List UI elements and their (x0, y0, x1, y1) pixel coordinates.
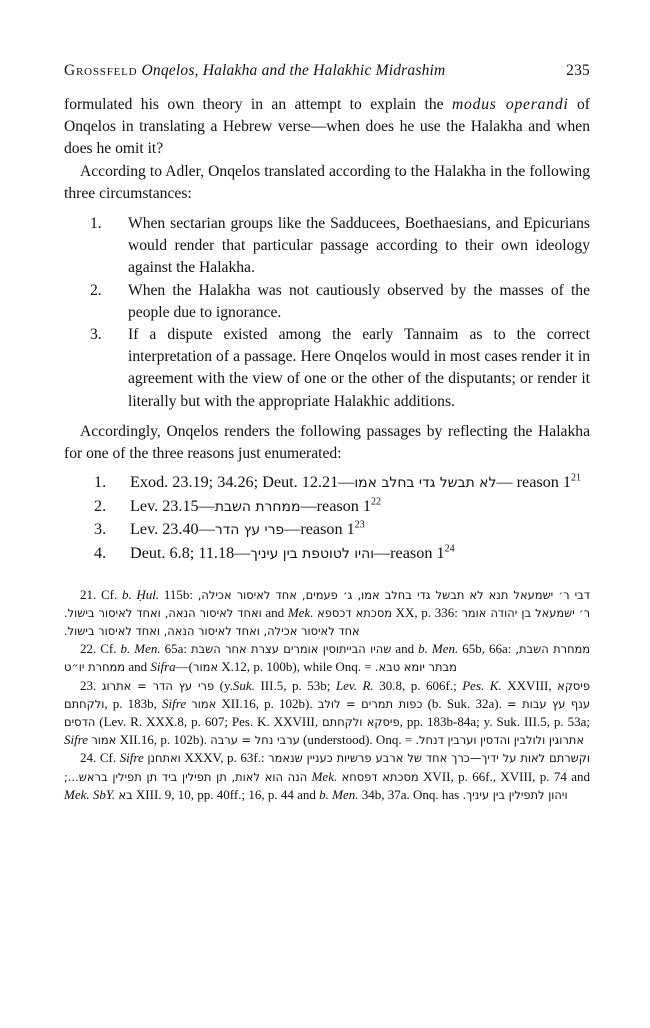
fn-source: b. Men. (120, 641, 161, 657)
fn-source: Lev. R. (335, 677, 374, 693)
fn-hebrew: וקשרתם לאות על ידיך—כרך אחד של ארבע פרשיות כעניין שנאמר הנה הוא לאות, תן תפילין ביד תן תפילין בראש...; (64, 751, 591, 784)
item-text: If a dispute existed among the early Tannaim as to the correct interpretation of a passage. Here Onqelos would in most cases render it in agreement with the view of one or the other of the disputants; or render it literally but with the appropriate Halakhic additions. (128, 326, 590, 410)
passage-reason: — reason 1 (496, 473, 572, 492)
passage-reason: —reason 1 (373, 544, 445, 563)
list-item (64, 213, 590, 280)
fn-hebrew: ואתחנן (147, 751, 181, 766)
running-header (64, 62, 590, 80)
passage-ref: Lev. 23.15— (130, 496, 215, 515)
item-number: 2. (90, 281, 102, 299)
fn-text: 24. Cf. (80, 750, 117, 766)
fn-hebrew: שהיו הבייתוסין אומרים עצרת אחר השבת (190, 642, 392, 657)
fn-text: (y. (219, 677, 233, 693)
fn-hebrew: ממחרת השבת, ממחרת יו״ט (64, 642, 591, 675)
item-number: 3. (90, 326, 102, 344)
fn-text: XVII, p. 66f., XVIII, p. 74 and (423, 768, 591, 784)
fn-hebrew: פרי עץ הדר = אתרוג (101, 678, 215, 693)
page-number: 235 (566, 62, 590, 79)
fn-text: and (265, 604, 285, 620)
passage-hebrew: פרי עץ הדר (214, 522, 285, 539)
list-item (64, 280, 590, 324)
fn-text: XII.16, p. 102b). (221, 695, 313, 711)
fn-hebrew: דבי ר׳ ישמעאל תנא לא תבשל גדי בחלב אמו, ג׳ פעמים, אחד לאיסור אכילה, ואחד לאיסור הנאה, ואחד לאיסור בישול. (64, 587, 591, 620)
body-text (64, 94, 590, 566)
fn-text: XX, p. 336: (395, 604, 458, 620)
fn-source: b. Ḥul. (121, 586, 160, 602)
fn-source: Mek. SbY. (64, 786, 116, 802)
fn-text: 115b: (163, 586, 194, 602)
fn-source: b. Men. (319, 786, 359, 802)
footnote-ref: 21 (571, 472, 582, 484)
item-number: 4. (94, 544, 107, 563)
circumstances-list (64, 213, 590, 413)
passage-reason: —reason 1 (300, 496, 372, 515)
fn-text: (understood). Onq. = (303, 732, 413, 748)
fn-source: Sifra (150, 659, 176, 675)
fn-text: 22. Cf. (80, 641, 117, 657)
fn-text: and (395, 641, 415, 657)
fn-hebrew: אמור (193, 660, 219, 675)
fn-hebrew: אמור (191, 696, 217, 711)
item-number: 1. (90, 215, 102, 233)
fn-hebrew: ערבי נחל = ערבה (210, 733, 300, 748)
fn-text: 30.8, p. 606f.; (379, 677, 457, 693)
fn-hebrew: פיסקא ולקחתם (322, 715, 400, 730)
fn-text: 65a: (164, 641, 187, 657)
fn-text: 34b, 37a. Onq. has (361, 786, 460, 802)
footnote-ref: 24 (444, 543, 455, 555)
header-author: Grossfeld (64, 62, 138, 79)
footnote-21 (64, 586, 590, 641)
fn-hebrew: פיסקא ולקחתם (64, 678, 591, 711)
header-left (64, 62, 445, 80)
fn-text: XXXV, p. 63f.: (184, 750, 265, 766)
fn-text: X.12, p. 100b), while Onq. = (221, 659, 372, 675)
item-text: When sectarian groups like the Sadducees, Boethaesians, and Epicurians would render that particular passage according to their own ideology against the Halakha. (128, 215, 590, 277)
fn-hebrew: מסכתא דפסחא (341, 769, 419, 784)
passage-reason: —reason 1 (284, 520, 355, 539)
fn-text: XII.16, p. 102b). (119, 732, 207, 748)
footnote-23 (64, 677, 590, 750)
footnote-ref: 23 (354, 520, 365, 532)
fn-hebrew: בא (118, 787, 133, 802)
fn-source: Pes. K. (462, 677, 502, 693)
paragraph-1 (64, 94, 590, 161)
footnote-22: 22. Cf. b. Men. 65a: שהיו הבייתוסין אומרים עצרת אחר השבת and b. Men. 65b, 66a: ממחרת השבת, ממחרת יו״ט and Sifra—(אמור X.12, p. 100b), while Onq. = מבתר יומא טבא. (64, 641, 591, 675)
page (64, 62, 590, 804)
fn-hebrew: מבתר יומא טבא. (374, 660, 457, 675)
fn-source: Mek. (287, 604, 314, 620)
fn-text: (Lev. R. XXX.8, p. 607; Pes. K. XXVIII, (99, 714, 319, 730)
fn-hebrew: ר׳ ישמעאל בן יהודה אומר אחד לאיסור אכילה, ואחד לאיסור הנאה, ואחד לאיסור בישול. (64, 605, 591, 639)
passage-ref: Deut. 6.8; 11.18— (130, 544, 251, 563)
fn-hebrew: ענף עץ עבות = הדסים (64, 696, 590, 730)
fn-source: Sifre (119, 750, 144, 766)
paragraph-2: According to Adler, Onqelos translated according to the Halakha in the following three circumstances: (64, 162, 590, 202)
fn-text: XIII. 9, 10, pp. 40ff.; 16, p. 44 and (135, 786, 316, 802)
footnote-24 (64, 749, 590, 804)
fn-text: III.5, p. 53b; (260, 677, 331, 693)
fn-hebrew: מסכתא דכספא (317, 605, 393, 620)
header-title: Onqelos, Halakha and the Halakhic Midrashim (141, 62, 446, 79)
list-item (64, 471, 590, 495)
fn-hebrew: ויהון לתפילין בין עיניך. (462, 787, 568, 802)
fn-text: and (128, 659, 148, 675)
fn-text: , pp. 183b-84a; y. Suk. III.5, p. 53a; (399, 714, 590, 730)
fn-source: Sifre (162, 695, 187, 711)
para1-text-a: formulated his own theory in an attempt to explain the (64, 96, 444, 113)
para1-text-c: of Onqelos in translating a Hebrew verse—when does he use the Halakha and when does he omit it? (64, 96, 590, 158)
fn-text: (b. Suk. 32a). (427, 695, 502, 711)
fn-text: 21. Cf. (80, 586, 118, 602)
passage-hebrew: ממחרת השבת (214, 498, 301, 515)
passage-hebrew: והיו לטוטפת בין עיניך (250, 546, 374, 563)
para1-italic-term: modus operandi (451, 96, 569, 113)
fn-hebrew: אתרוגין ולולבין והדסין וערבין דנחל. (415, 733, 584, 748)
passage-ref: Exod. 23.19; 34.26; Deut. 12.21— (130, 473, 355, 492)
fn-source: b. Men. (418, 641, 459, 657)
footnotes (64, 586, 590, 804)
fn-source: Mek. (311, 768, 338, 784)
list-item (64, 495, 590, 519)
item-number: 3. (94, 520, 107, 539)
item-number: 1. (94, 473, 107, 492)
item-text: When the Halakha was not cautiously observed by the masses of the people due to ignorance. (128, 281, 590, 321)
fn-source: Suk. (232, 677, 255, 693)
footnote-ref: 22 (371, 496, 382, 508)
list-item (64, 518, 590, 542)
fn-text: 23. (80, 677, 97, 693)
fn-text: XXVIII, (507, 677, 552, 693)
paragraph-3: Accordingly, Onqelos renders the following passages by reflecting the Halakha for one of the three reasons just enumerated: (64, 422, 590, 463)
fn-source: Sifre (64, 732, 89, 748)
passage-hebrew: לא תבשל גדי בחלב אמו (354, 475, 497, 492)
passages-list (64, 471, 590, 565)
fn-hebrew: כפות תמרים = לולב (317, 696, 423, 711)
passage-ref: Lev. 23.40— (130, 520, 215, 539)
list-item (64, 542, 590, 566)
fn-text: 65b, 66a: (462, 641, 512, 657)
fn-hebrew: אמור (91, 733, 117, 748)
item-number: 2. (94, 496, 107, 515)
list-item (64, 324, 590, 413)
fn-text: , p. 183b, (104, 695, 157, 711)
